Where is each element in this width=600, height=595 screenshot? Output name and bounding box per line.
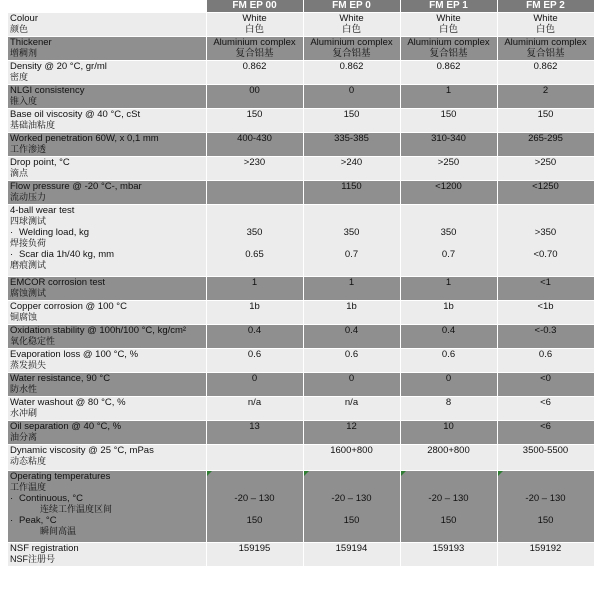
table-row	[8, 133, 594, 157]
table-cell: 1	[400, 277, 497, 301]
row-label: 4-ball wear test 四球测试 · Welding load, kg 焊接负荷 · Scar dia 1h/40 kg, mm 磨痕测试	[8, 205, 206, 277]
table-cell: 265-295	[497, 133, 594, 157]
row-label: Copper corrosion @ 100 °C 铜腐蚀	[8, 301, 206, 325]
table-cell: >350 <0.70	[497, 205, 594, 277]
table-cell: 0.4	[400, 325, 497, 349]
table-cell: 350 0.7	[400, 205, 497, 277]
table-cell: 159192	[497, 543, 594, 567]
table-cell: 0	[206, 373, 303, 397]
table-cell: 1b	[206, 301, 303, 325]
row-label: NSF registration NSF注册号	[8, 543, 206, 567]
table-cell: 150	[497, 109, 594, 133]
table-cell	[206, 445, 303, 471]
row-label: Oil separation @ 40 °C, % 油分离	[8, 421, 206, 445]
column-header: FM EP 0	[303, 0, 400, 13]
table-cell: 12	[303, 421, 400, 445]
table-cell	[206, 181, 303, 205]
table-row	[8, 445, 594, 471]
table-cell: <6	[497, 421, 594, 445]
table-cell: 1	[400, 85, 497, 109]
row-label: Drop point, °C 滴点	[8, 157, 206, 181]
table-cell: 1150	[303, 181, 400, 205]
header-row	[8, 0, 594, 13]
table-cell: 0.4	[303, 325, 400, 349]
table-cell: <1	[497, 277, 594, 301]
row-label: Flow pressure @ -20 °C-, mbar 流动压力	[8, 181, 206, 205]
row-label: Colour 颜色	[8, 13, 206, 37]
column-header: FM EP 1	[400, 0, 497, 13]
table-row	[8, 543, 594, 567]
table-row	[8, 349, 594, 373]
table-cell: <0	[497, 373, 594, 397]
table-cell: 13	[206, 421, 303, 445]
row-label: Water washout @ 80 °C, % 水冲刷	[8, 397, 206, 421]
row-label: Evaporation loss @ 100 °C, % 蒸发损失	[8, 349, 206, 373]
table-cell: 2800+800	[400, 445, 497, 471]
table-row	[8, 181, 594, 205]
table-cell: 400-430	[206, 133, 303, 157]
table-cell: 159195	[206, 543, 303, 567]
row-label: Water resistance, 90 °C 防水性	[8, 373, 206, 397]
table-cell: <-0.3	[497, 325, 594, 349]
table-cell: 8	[400, 397, 497, 421]
table-cell: 159193	[400, 543, 497, 567]
table-cell: >250	[497, 157, 594, 181]
table-cell: 0.6	[400, 349, 497, 373]
table-cell: Aluminium complex 复合铝基	[206, 37, 303, 61]
table-cell: White 白色	[400, 13, 497, 37]
product-spec-table	[8, 0, 595, 567]
table-cell: <1200	[400, 181, 497, 205]
row-label: Dynamic viscosity @ 25 °C, mPas 动态粘度	[8, 445, 206, 471]
table-cell: Aluminium complex 复合铝基	[497, 37, 594, 61]
table-cell: 335-385	[303, 133, 400, 157]
table-cell: n/a	[206, 397, 303, 421]
table-cell: 1b	[303, 301, 400, 325]
row-label: Operating temperatures 工作温度 · Continuous, °C 连续工作温度区间 · Peak, °C 瞬间高温	[8, 471, 206, 543]
table-cell: Aluminium complex 复合铝基	[400, 37, 497, 61]
table-row	[8, 109, 594, 133]
table-cell: 00	[206, 85, 303, 109]
table-cell: 150	[206, 109, 303, 133]
table-cell: 0.862	[303, 61, 400, 85]
table-cell: 0.862	[400, 61, 497, 85]
table-cell: >230	[206, 157, 303, 181]
table-row	[8, 301, 594, 325]
column-header: FM EP 2	[497, 0, 594, 13]
row-label: Thickener 增稠剂	[8, 37, 206, 61]
table-cell: 1	[206, 277, 303, 301]
table-cell: 150	[400, 109, 497, 133]
table-row	[8, 421, 594, 445]
row-label: Oxidation stability @ 100h/100 °C, kg/cm² 氧化稳定性	[8, 325, 206, 349]
table-row	[8, 325, 594, 349]
row-label: Density @ 20 °C, gr/ml 密度	[8, 61, 206, 85]
table-cell: 2	[497, 85, 594, 109]
table-cell: 1600+800	[303, 445, 400, 471]
table-cell: -20 – 130 150	[497, 471, 594, 543]
row-label: NLGI consistency 锥入度	[8, 85, 206, 109]
table-cell: 350 0.7	[303, 205, 400, 277]
table-cell: 310-340	[400, 133, 497, 157]
table-cell: <6	[497, 397, 594, 421]
table-row	[8, 85, 594, 109]
table-cell: White 白色	[303, 13, 400, 37]
table-cell: 159194	[303, 543, 400, 567]
row-label: Worked penetration 60W, x 0,1 mm 工作渗透	[8, 133, 206, 157]
table-cell: 0.862	[497, 61, 594, 85]
table-cell: 0.6	[303, 349, 400, 373]
table-cell: >250	[400, 157, 497, 181]
row-label: EMCOR corrosion test 腐蚀测试	[8, 277, 206, 301]
table-cell: -20 – 130 150	[400, 471, 497, 543]
table-cell: 3500-5500	[497, 445, 594, 471]
table-cell: Aluminium complex 复合铝基	[303, 37, 400, 61]
table-cell: 0	[303, 85, 400, 109]
table-row	[8, 277, 594, 301]
table-cell: 0.6	[206, 349, 303, 373]
table-row	[8, 157, 594, 181]
table-cell: 0.6	[497, 349, 594, 373]
row-label: Base oil viscosity @ 40 °C, cSt 基础油粘度	[8, 109, 206, 133]
table-row	[8, 61, 594, 85]
table-cell: -20 – 130 150	[303, 471, 400, 543]
table-cell: >240	[303, 157, 400, 181]
table-cell: 1b	[400, 301, 497, 325]
table-cell: 350 0.65	[206, 205, 303, 277]
column-header: FM EP 00	[206, 0, 303, 13]
table-cell: -20 – 130 150	[206, 471, 303, 543]
table-row	[8, 397, 594, 421]
table-row	[8, 205, 594, 277]
table-cell: 0	[400, 373, 497, 397]
table-cell: n/a	[303, 397, 400, 421]
table-row	[8, 373, 594, 397]
table-cell: 0	[303, 373, 400, 397]
table-row	[8, 13, 594, 37]
table-cell: White 白色	[206, 13, 303, 37]
table-cell: 0.862	[206, 61, 303, 85]
table-row	[8, 37, 594, 61]
table-cell: <1250	[497, 181, 594, 205]
table-cell: White 白色	[497, 13, 594, 37]
header-corner	[8, 0, 206, 13]
table-cell: 10	[400, 421, 497, 445]
table-cell: 1	[303, 277, 400, 301]
table-cell: 0.4	[206, 325, 303, 349]
table-cell: 150	[303, 109, 400, 133]
table-row	[8, 471, 594, 543]
table-cell: <1b	[497, 301, 594, 325]
